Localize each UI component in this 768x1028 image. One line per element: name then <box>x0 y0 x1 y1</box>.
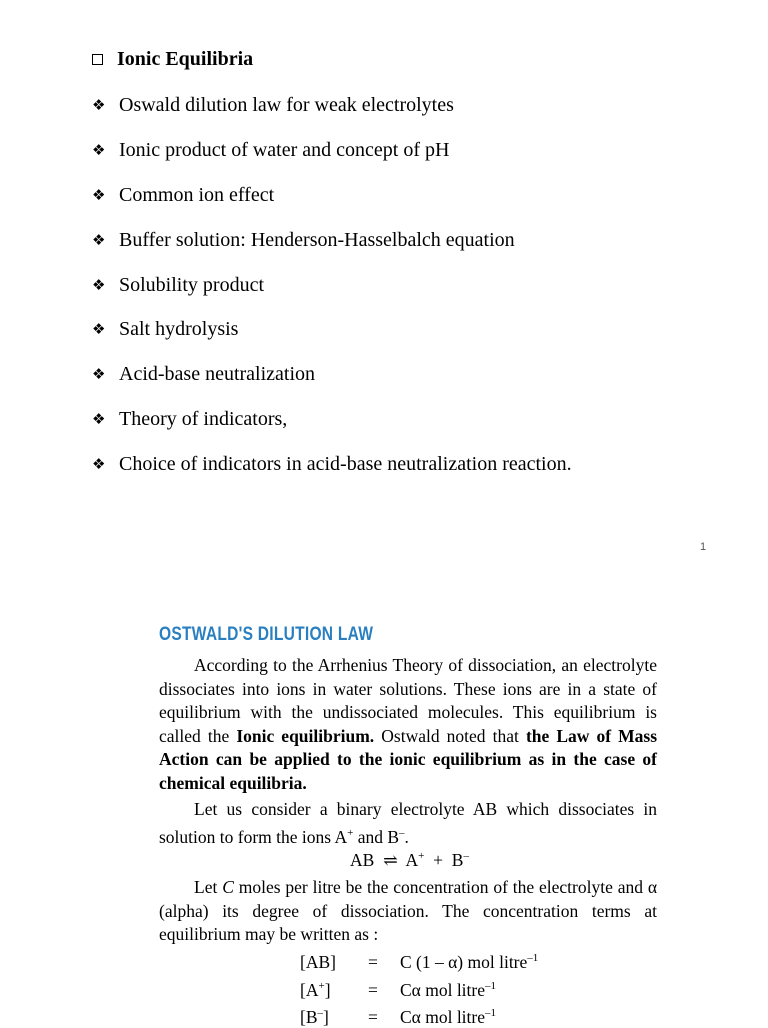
page-two <box>0 575 768 1027</box>
diamond-bullet-icon: ❖ <box>92 96 106 114</box>
diamond-bullet-icon: ❖ <box>92 141 106 159</box>
diamond-bullet-icon: ❖ <box>92 365 106 383</box>
diamond-bullet-icon: ❖ <box>92 410 106 428</box>
topic-text: Buffer solution: Henderson-Hasselbalch equation <box>119 229 515 251</box>
topic-text: Salt hydrolysis <box>119 318 239 340</box>
topic-text: Ionic product of water and concept of pH <box>119 139 450 161</box>
topic-item <box>92 363 315 386</box>
topic-heading <box>92 48 253 71</box>
topic-item <box>92 318 238 341</box>
topic-text: Solubility product <box>119 274 264 296</box>
page-number: 1 <box>700 541 707 553</box>
section-title: OSTWALD'S DILUTION LAW <box>159 624 374 645</box>
topic-text: Oswald dilution law for weak electrolytes <box>119 94 454 116</box>
diamond-bullet-icon: ❖ <box>92 455 106 473</box>
heading-text: Ionic Equilibria <box>117 48 254 70</box>
diamond-bullet-icon: ❖ <box>92 186 106 204</box>
diamond-bullet-icon: ❖ <box>92 231 106 249</box>
paragraph-intro: According to the Arrhenius Theory of dissociation, an electrolyte dissociates into ions in water solutions. These ions are in a state of equilibrium with the undissociated molecules. This equilibrium is called the Ionic equilibrium. Ostwald noted that the Law of Mass Action can be applied to the ionic equilibrium as in the case of chemical equilibria. <box>159 655 658 793</box>
topic-text: Common ion effect <box>119 184 275 206</box>
topic-text: Theory of indicators, <box>119 408 288 430</box>
topic-item <box>92 184 274 207</box>
concentration-row-b-minus: [B–] = Cα mol litre$^{-1}$ <box>300 1007 496 1027</box>
topic-text: Choice of indicators in acid-base neutralization reaction. <box>119 453 572 475</box>
topic-item <box>92 408 287 431</box>
paragraph-concentration: Let C moles per litre be the concentration of the electrolyte and α (alpha) its degree of dissociation. The concentration terms at equilibrium may be written as : <box>159 877 657 944</box>
topic-text: Acid-base neutralization <box>119 363 316 385</box>
paragraph-binary-electrolyte: Let us consider a binary electrolyte AB which dissociates in solution to form the ions A+ and B–. <box>159 799 657 847</box>
topic-item <box>92 453 572 476</box>
topic-item <box>92 229 515 252</box>
topic-item <box>92 139 449 162</box>
concentration-row-a-plus: [A+] = Cα mol litre$^{-1}$ <box>300 980 496 1000</box>
dissociation-equation: AB ⇌ A+ + B– <box>350 850 469 870</box>
topic-item <box>92 274 264 297</box>
diamond-bullet-icon: ❖ <box>92 276 106 294</box>
checkbox-square-icon <box>92 54 103 65</box>
concentration-row-ab: [AB] = C (1 – α) mol litre$^{-1}$ <box>300 952 539 972</box>
diamond-bullet-icon: ❖ <box>92 320 106 338</box>
topic-item <box>92 94 454 117</box>
equilibrium-arrow-icon: ⇌ <box>383 850 398 870</box>
